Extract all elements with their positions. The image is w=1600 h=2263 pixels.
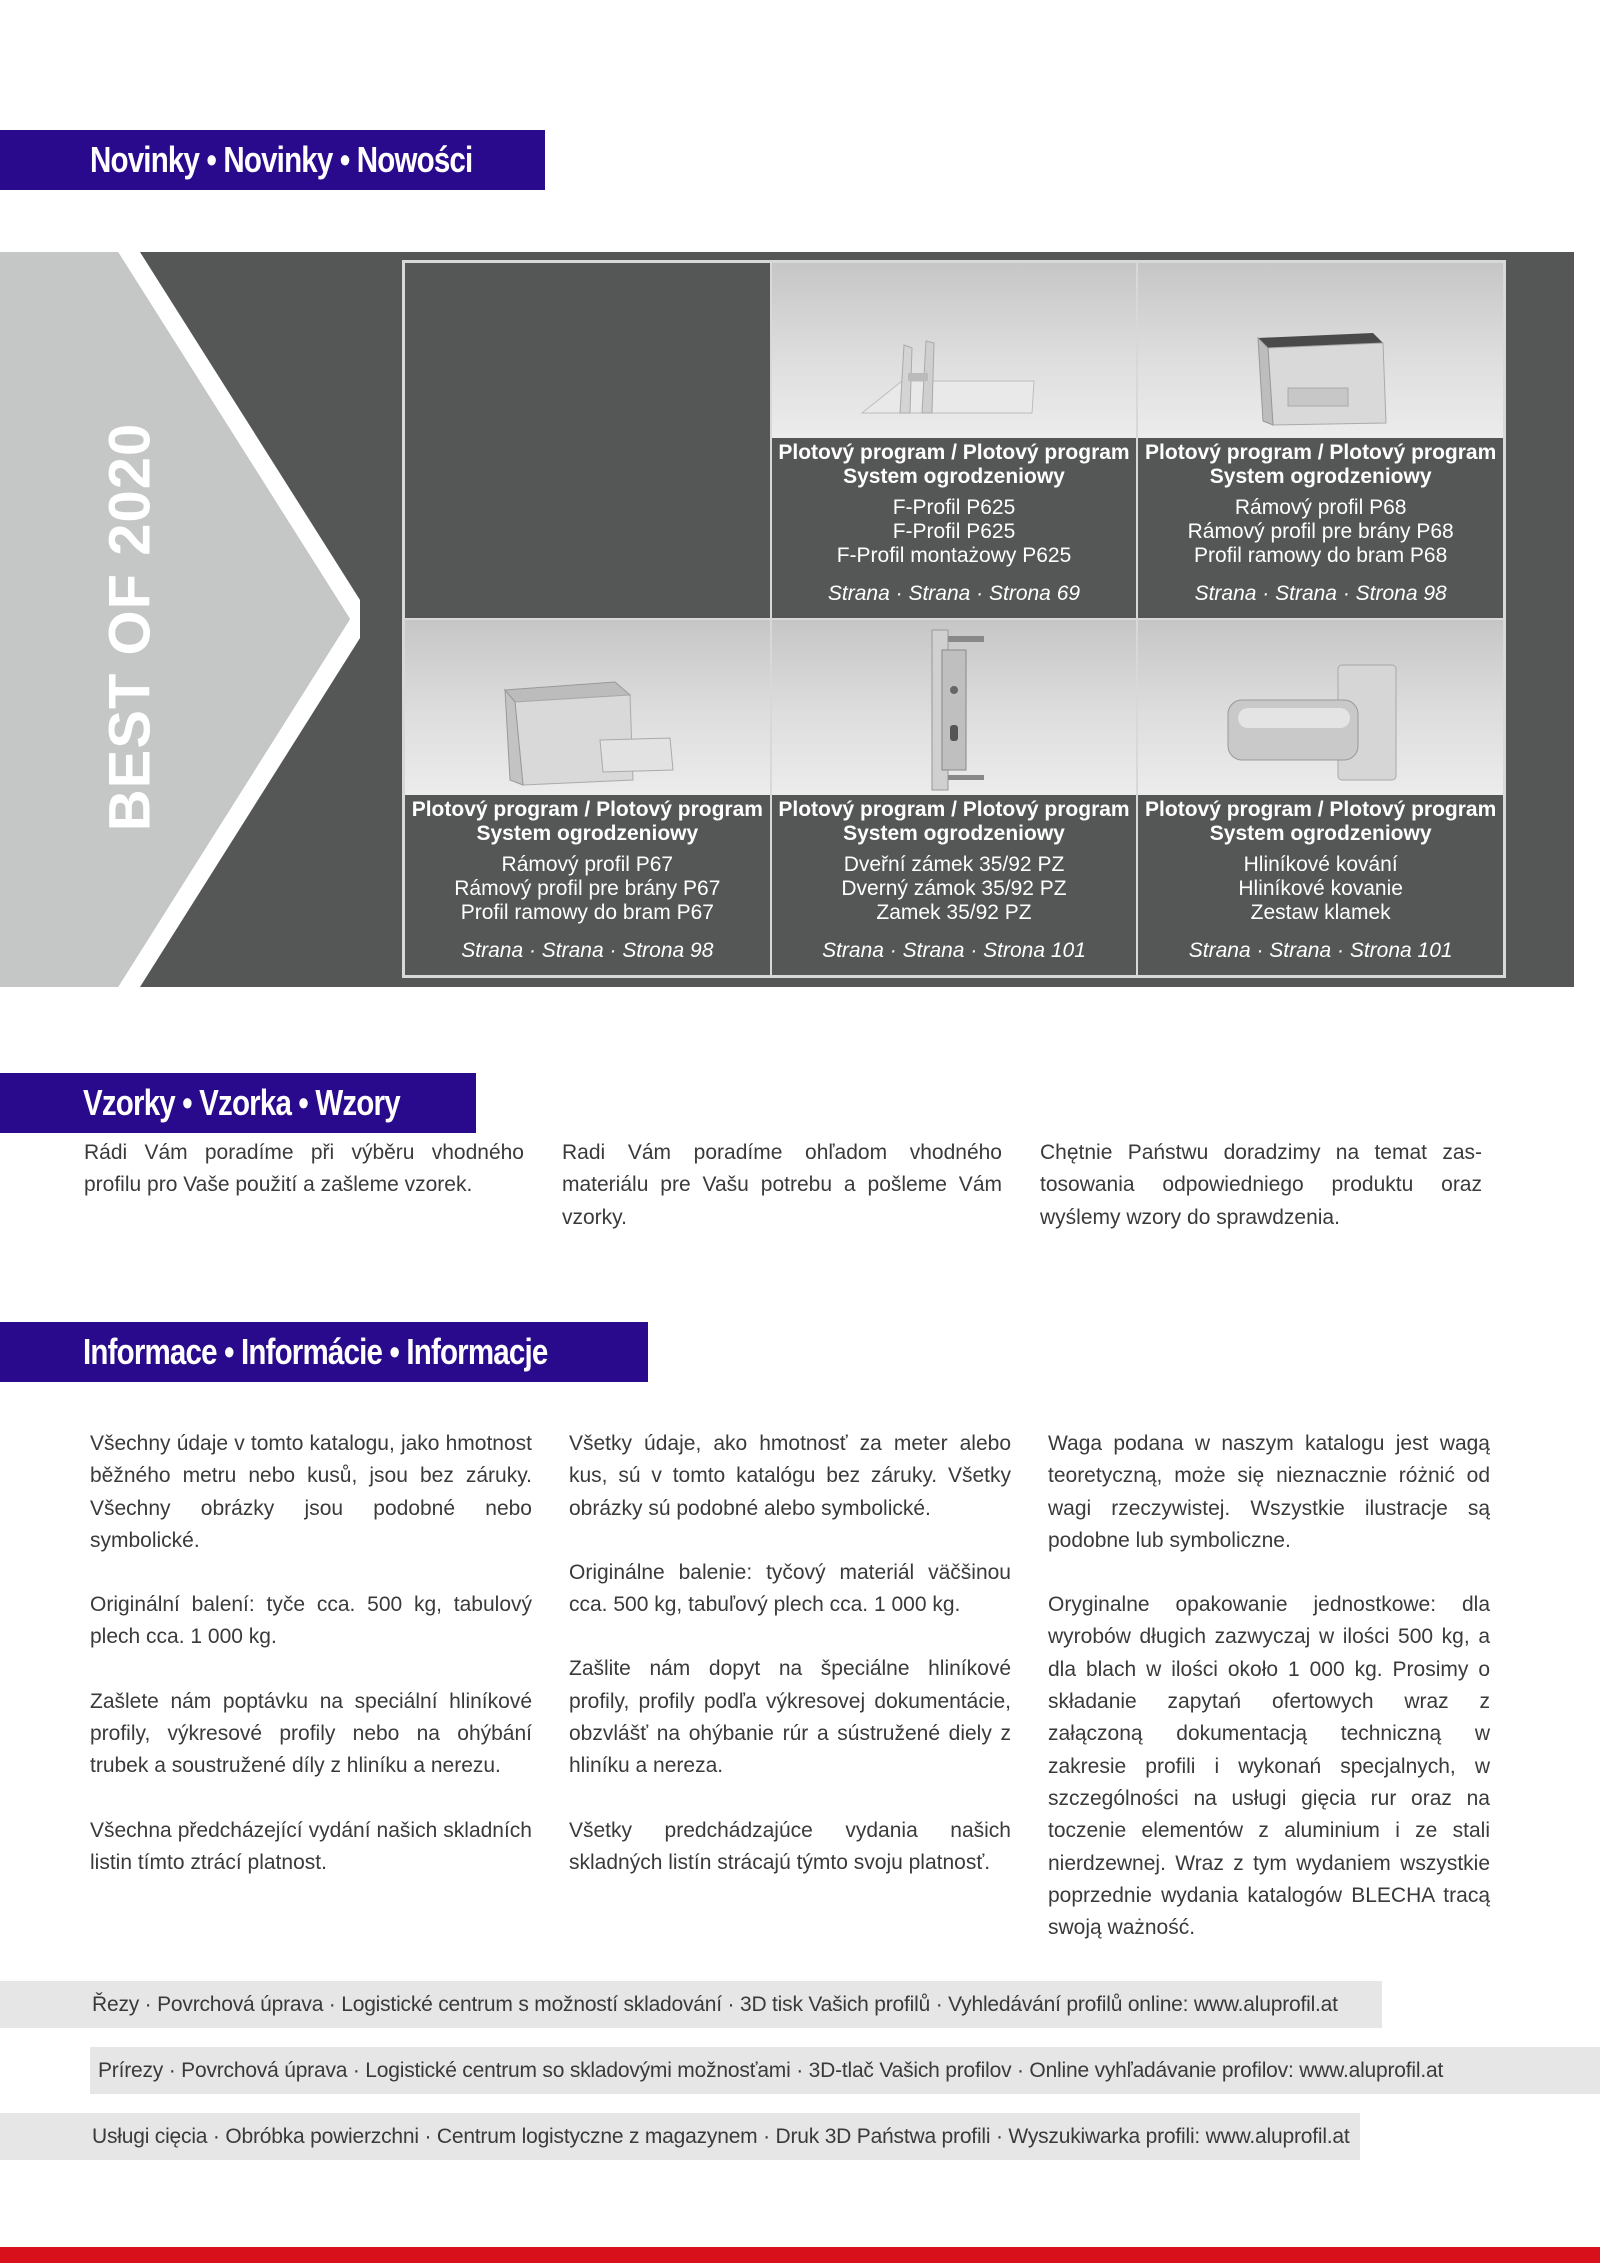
info-text-pl: Waga podana w naszym katalogu jest wagą teoretyczną, może się nieznacznie różnić od wagi rzeczywistej. Wszystkie ilustracje są podobne lub symboliczne. Oryginalne opakowanie jednostkowe: dla wyrobów długich zazwyczaj w ilości 500 kg, a dla blach w ilości około 1 000 kg. Prosimy o składanie zapytań ofertowych wraz z załączoną dokumentacją techniczną w zakresie profili i wykonań specjalnych, w szczególności na usługi gięcia rur oraz na toczenie elementów z aluminium i ze stali nierdzewnej. Wraz z tym wydaniem wszystkie poprzednie wydania katalogów BLECHA tracą swoją ważność.: [1048, 1432, 1490, 1940]
product-card[interactable]: [1137, 262, 1504, 619]
footer-red-bar: [0, 2247, 1600, 2263]
samples-section-title: Vzorky • Vzorka • Wzory: [0, 1073, 476, 1133]
product-names: Rámový profil P67 Rámový profil pre brány P67 Profil ramowy do bram P67: [454, 853, 721, 924]
door-handle-icon: [1138, 620, 1504, 795]
frame-profile-icon: [1138, 263, 1504, 438]
frame-profile-icon: [405, 620, 771, 795]
product-category: Plotový program / Plotový program System ogrodzeniowy: [1145, 798, 1497, 845]
product-page-ref: Strana · Strana · Strona 98: [1194, 582, 1447, 605]
product-names: Dveřní zámek 35/92 PZ Dverný zámok 35/92 PZ Zamek 35/92 PZ: [841, 853, 1067, 924]
services-strip-sk: Prírezy · Povrchová úprava · Logistické centrum so skladovými možnosťami · 3D-tlač Vašich profilov · Online vyhľadávanie profilov: www.aluprofil.at: [90, 2047, 1600, 2094]
product-caption: [772, 795, 1137, 975]
product-category: Plotový program / Plotový program System ogrodzeniowy: [778, 441, 1130, 488]
product-caption: [1138, 438, 1503, 618]
product-photo: [1138, 263, 1503, 438]
door-lock-icon: [772, 620, 1138, 795]
product-grid: [402, 260, 1506, 978]
product-category: Plotový program / Plotový program System ogrodzeniowy: [778, 798, 1130, 845]
product-names: Hliníkové kování Hliníkové kovanie Zestaw klamek: [1238, 853, 1403, 924]
empty-cell: [404, 262, 771, 619]
product-card[interactable]: [771, 619, 1138, 976]
product-page-ref: Strana · Strana · Strona 101: [822, 939, 1086, 962]
product-caption: [772, 438, 1137, 618]
product-photo: [405, 620, 770, 795]
product-card[interactable]: [1137, 619, 1504, 976]
product-names: Rámový profil P68 Rámový profil pre brány P68 Profil ramowy do bram P68: [1187, 496, 1454, 567]
product-card[interactable]: [771, 262, 1138, 619]
product-page-ref: Strana · Strana · Strona 98: [461, 939, 714, 962]
f-profile-icon: [772, 263, 1138, 438]
product-photo: [772, 620, 1137, 795]
product-photo: [772, 263, 1137, 438]
news-section-title: Novinky • Novinky • Nowości: [0, 130, 545, 190]
product-photo: [1138, 620, 1503, 795]
info-section-title: Informace • Informácie • Informacje: [0, 1322, 648, 1382]
services-strip-pl: Usługi cięcia · Obróbka powierzchni · Centrum logistyczne z magazynem · Druk 3D Państwa profili · Wyszukiwarka profili: www.aluprofil.at: [0, 2113, 1360, 2160]
product-page-ref: Strana · Strana · Strona 101: [1188, 939, 1453, 962]
product-page-ref: Strana · Strana · Strona 69: [827, 582, 1081, 605]
product-names: F-Profil P625 F-Profil P625 F-Profil montażowy P625: [836, 496, 1072, 567]
product-card[interactable]: [404, 619, 771, 976]
samples-text-sk: Radi Vám poradíme ohľadom vhodného materiálu pre Vašu potrebu a pošleme Vám vzorky.: [562, 1141, 1002, 1229]
product-caption: [405, 795, 770, 975]
samples-text-cz: Rádi Vám poradíme při výběru vhodného profilu pro Vaše použití a zašleme vzorek.: [84, 1141, 524, 1197]
services-strip-cz: Řezy · Povrchová úprava · Logistické centrum s možností skladování · 3D tisk Vašich profilů · Vyhledávání profilů online: www.aluprofil.at: [0, 1981, 1382, 2028]
chevron-arrow-icon: [0, 252, 360, 987]
product-category: Plotový program / Plotový program System ogrodzeniowy: [411, 798, 763, 845]
samples-text-pl: Chętnie Państwu doradzimy na temat zas-tosowania odpowiedniego produktu oraz wyślemy wzory do sprawdzenia.: [1040, 1141, 1482, 1229]
product-category: Plotový program / Plotový program System ogrodzeniowy: [1145, 441, 1497, 488]
product-caption: [1138, 795, 1503, 975]
info-text-cz: Všechny údaje v tomto katalogu, jako hmotnost běžného metru nebo kusů, jsou bez záruky. Všechny obrázky jsou podobné nebo symbolické. Originální balení: tyče cca. 500 kg, tabulový plech cca. 1 000 kg. Zašlete nám poptávku na speciální hliníkové profily, výkresové profily nebo na ohýbání trubek a soustružené díly z hliníku a nerezu. Všechna předcházející vydání našich skladních listin tímto ztrácí platnost.: [90, 1432, 532, 1874]
info-text-sk: Všetky údaje, ako hmotnosť za meter alebo kus, sú v tomto katalógu bez záruky. Všetky obrázky sú podobné alebo symbolické. Originálne balenie: tyčový materiál väčšinou cca. 500 kg, tabuľový plech cca. 1 000 kg. Zašlite nám dopyt na špeciálne hliníkové profily, profily podľa výkresovej dokumentácie, obzvlášť na ohýbanie rúr a sústružené diely z hliníku a nereza. Všetky predchádzajúce vydania našich skladných listín strácajú týmto svoju platnosť.: [569, 1432, 1011, 1874]
